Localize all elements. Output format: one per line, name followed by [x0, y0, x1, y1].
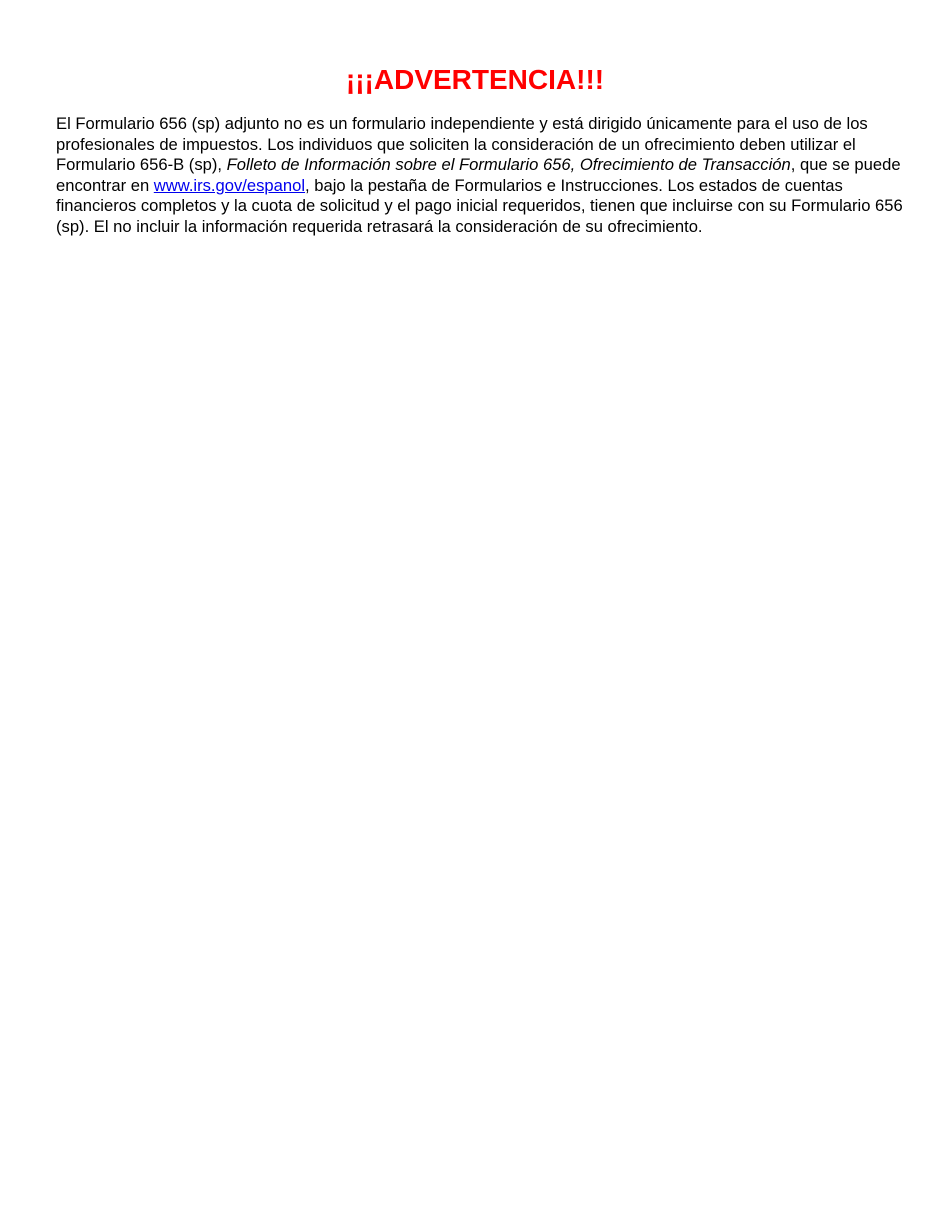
notice-text-part-2: , que se puede encontrar en: [56, 155, 901, 195]
notice-text-part-3: , bajo la pestaña de Formularios e Instrucciones. Los estados de cuentas financieros completos y la cuota de solicitud y el pago inicial requeridos, tienen que incluirse con su Formulario 656 (sp). El no incluir la información requerida retrasará la consideración de su ofrecimiento.: [56, 175, 903, 236]
warning-title: ¡¡¡ADVERTENCIA!!!: [345, 64, 605, 95]
notice-text-part-1: El Formulario 656 (sp) adjunto no es un formulario independiente y está dirigido únicamente para el uso de los profesionales de impuestos. Los individuos que soliciten la consideración de un ofrecimiento deben utilizar el Formulario 656-B (sp),: [56, 114, 868, 175]
warning-notice-paragraph: [56, 114, 906, 238]
irs-espanol-link[interactable]: www.irs.gov/espanol: [153, 175, 306, 195]
booklet-title: Folleto de Información sobre el Formulario 656, Ofrecimiento de Transacción: [226, 155, 791, 175]
